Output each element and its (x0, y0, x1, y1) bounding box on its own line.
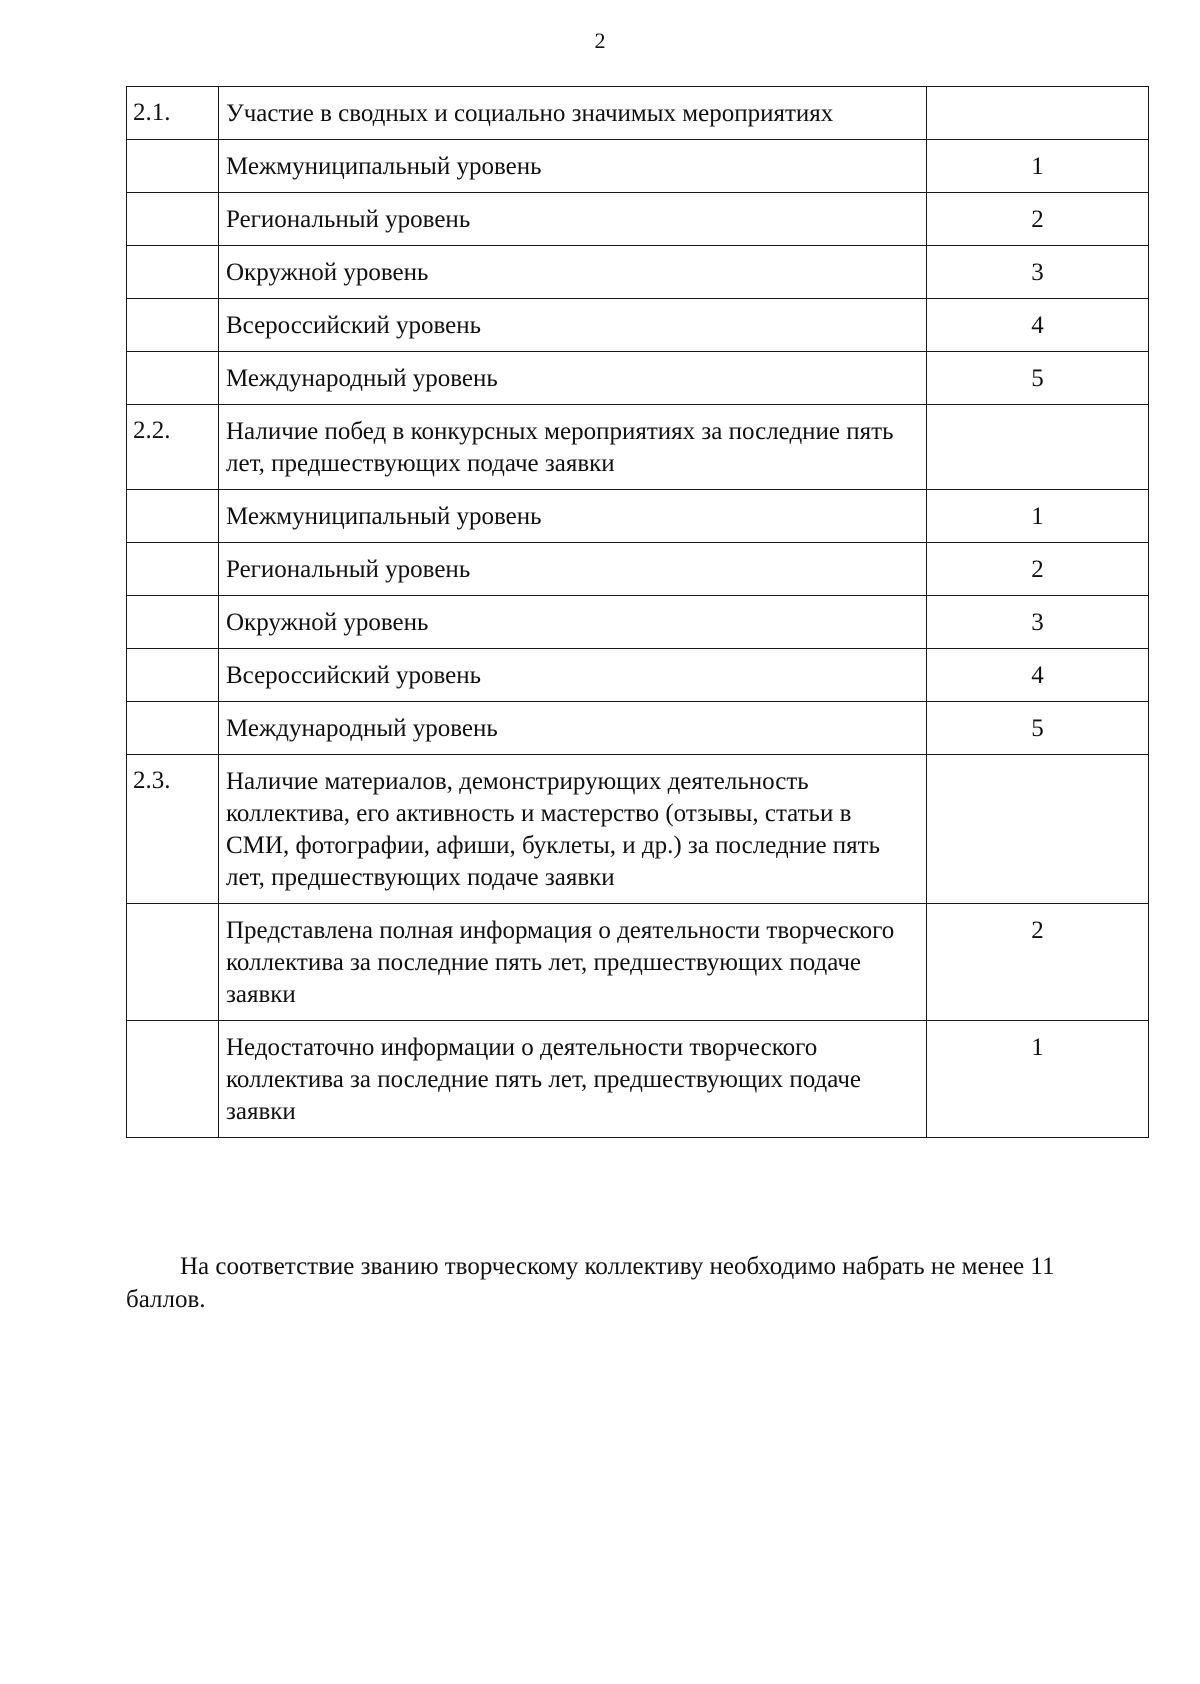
row-text: Участие в сводных и социально значимых мероприятиях (219, 87, 927, 140)
row-number (127, 490, 219, 543)
row-text: Окружной уровень (219, 246, 927, 299)
row-score (927, 405, 1149, 490)
row-score (927, 755, 1149, 904)
row-number (127, 193, 219, 246)
row-number (127, 649, 219, 702)
row-score: 4 (927, 299, 1149, 352)
row-text: Всероссийский уровень (219, 299, 927, 352)
row-score: 2 (927, 543, 1149, 596)
table-row (127, 1021, 1149, 1138)
row-number: 2.2. (127, 405, 219, 490)
row-number (127, 596, 219, 649)
row-text: Региональный уровень (219, 543, 927, 596)
row-number (127, 140, 219, 193)
row-score: 2 (927, 193, 1149, 246)
table-row (127, 140, 1149, 193)
row-score: 3 (927, 246, 1149, 299)
table-row (127, 405, 1149, 490)
row-score: 3 (927, 596, 1149, 649)
row-text: Межмуниципальный уровень (219, 490, 927, 543)
row-text: Международный уровень (219, 352, 927, 405)
table-row (127, 702, 1149, 755)
table-row (127, 543, 1149, 596)
row-number (127, 1021, 219, 1138)
table-row (127, 193, 1149, 246)
table-row (127, 87, 1149, 140)
row-number: 2.3. (127, 755, 219, 904)
row-number (127, 246, 219, 299)
row-number (127, 904, 219, 1021)
row-text: Региональный уровень (219, 193, 927, 246)
table-row (127, 352, 1149, 405)
row-score: 1 (927, 1021, 1149, 1138)
row-text: Всероссийский уровень (219, 649, 927, 702)
table-row (127, 299, 1149, 352)
row-text: Представлена полная информация о деятельности творческого коллектива за последние пять лет, предшествующих подаче заявки (219, 904, 927, 1021)
table-row (127, 246, 1149, 299)
row-text: Недостаточно информации о деятельности творческого коллектива за последние пять лет, предшествующих подаче заявки (219, 1021, 927, 1138)
table-row (127, 649, 1149, 702)
row-text: Межмуниципальный уровень (219, 140, 927, 193)
table-row (127, 596, 1149, 649)
row-score: 4 (927, 649, 1149, 702)
row-number (127, 702, 219, 755)
row-text: Наличие побед в конкурсных мероприятиях за последние пять лет, предшествующих подаче заявки (219, 405, 927, 490)
row-score (927, 87, 1149, 140)
row-score: 1 (927, 140, 1149, 193)
row-number: 2.1. (127, 87, 219, 140)
minimum-score-note: На соответствие званию творческому коллективу необходимо набрать не менее 11 баллов. (126, 1253, 1055, 1313)
row-text: Международный уровень (219, 702, 927, 755)
row-number (127, 543, 219, 596)
row-score: 5 (927, 352, 1149, 405)
row-number (127, 299, 219, 352)
table-row (127, 490, 1149, 543)
row-text: Окружной уровень (219, 596, 927, 649)
row-number (127, 352, 219, 405)
row-score: 2 (927, 904, 1149, 1021)
table-row (127, 904, 1149, 1021)
criteria-table (126, 86, 1149, 1138)
table-row (127, 755, 1149, 904)
row-text: Наличие материалов, демонстрирующих деятельность коллектива, его активность и мастерство (отзывы, статьи в СМИ, фотографии, афиши, буклеты, и др.) за последние пять лет, предшествующих подаче заявки (219, 755, 927, 904)
page-number: 2 (594, 28, 606, 53)
row-score: 5 (927, 702, 1149, 755)
row-score: 1 (927, 490, 1149, 543)
